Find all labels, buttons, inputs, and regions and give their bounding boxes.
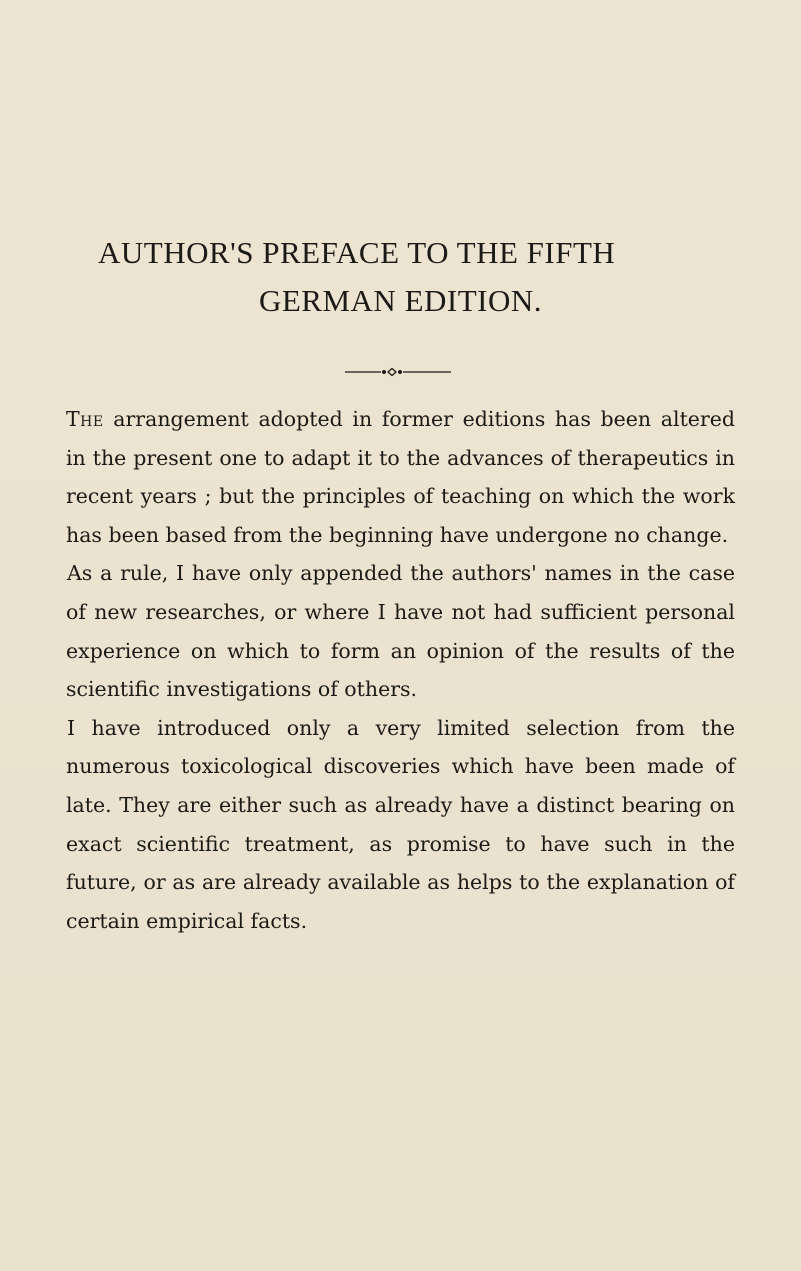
heading-line-1: AUTHOR'S PREFACE TO THE FIFTH [98,235,616,270]
paragraph-1-lead: The [66,407,104,431]
paragraph-1 [66,400,735,554]
paragraph-2 [66,554,735,708]
paragraph-1-text: arrangement adopted in former editions has been altered in the present one to adapt it to the advances of therapeutics in recent years ; but the principles of teaching on which the work has been based from the beginning have undergone no change. [66,407,735,547]
heading-line-2: GERMAN EDITION. [258,283,543,318]
paragraph-3-text: I have introduced only a very limited selection from the numerous toxicological discoveries which have been made of late. They are either such as already have a distinct bearing on exact scientific treatment, as promise to have such in the future, or as are already available as helps to the explanation of certain empirical facts. [66,715,735,933]
paragraph-3 [66,709,735,941]
paragraph-2-text: As a rule, I have only appended the authors' names in the case of new researches, or where I have not had sufficient personal experience on which to form an opinion of the results of the scientific investigations of others. [66,561,735,702]
divider-ornament [345,367,451,377]
preface-body [66,400,735,940]
